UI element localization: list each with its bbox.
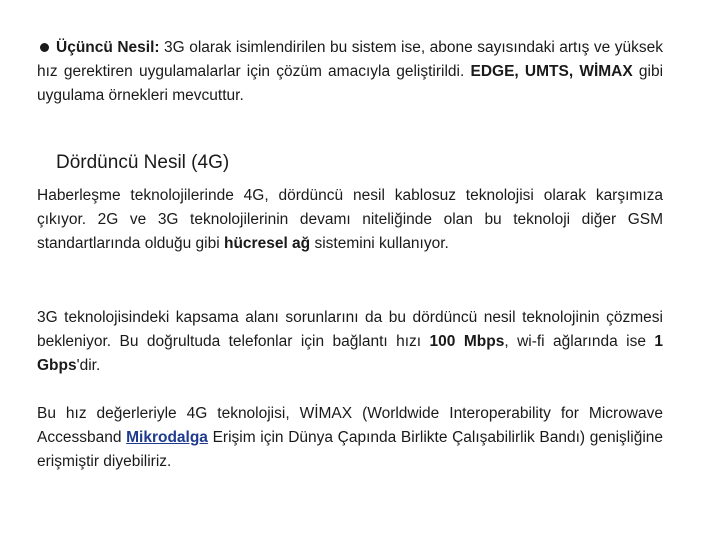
text-p2-a: Haberleşme teknolojilerinde 4G, dördüncü nesil kablosuz teknolojisi olarak karşımıza çıkıyor. 2G ve 3G teknolojilerinin devamı niteliğinde olan bu teknoloji diğer GSM standartlarında olduğu gibi — [37, 187, 663, 252]
text-p3-c: 'dir. — [76, 357, 101, 374]
heading-4g: Dördüncü Nesil (4G) — [56, 152, 230, 173]
text-p4-a: Bu hız değerleriyle 4G teknolojisi, WİMAX (Worldwide Interoperability for Microwave Accessband — [37, 405, 663, 446]
bold-100mbps: 100 Mbps — [429, 333, 505, 350]
text-p3-b: , wi-fi ağlarında ise — [504, 333, 655, 350]
bold-cellular-network: hücresel ağ — [224, 235, 311, 252]
link-mikrodalga[interactable]: Mikrodalga — [126, 429, 208, 446]
text-p3-a: 3G teknolojisindeki kapsama alanı sorunlarını da bu dördüncü nesil teknolojinin çözmesi bekleniyor. Bu doğrultuda telefonlar için bağlantı hızı — [37, 309, 663, 350]
text-3g-a: 3G olarak isimlendirilen bu sistem ise, abone sayısındaki artış ve yüksek hız gerektiren uygulamalarlar için çözüm amacıyla geliştirildi. — [37, 39, 663, 80]
text-p2-b: sistemini kullanıyor. — [310, 235, 449, 252]
text-p4-b: Erişim için Dünya Çapında Birlikte Çalışabilirlik Bandı) genişliğine erişmiştir diyebiliriz. — [37, 429, 663, 470]
paragraph-3g — [37, 36, 663, 108]
paragraph-4g-speed — [37, 306, 663, 378]
example-umts: UMTS, — [524, 63, 574, 80]
label-3g: Üçüncü Nesil: — [56, 39, 160, 56]
paragraph-4g-intro — [37, 184, 663, 256]
text-3g-b: gibi uygulama örnekleri mevcuttur. — [37, 63, 664, 104]
bold-1gbps: 1 Gbps — [37, 333, 664, 374]
example-edge: EDGE, — [470, 63, 519, 80]
bullet-icon — [40, 43, 49, 52]
paragraph-wimax — [37, 402, 663, 474]
example-wimax: WİMAX — [579, 63, 633, 80]
